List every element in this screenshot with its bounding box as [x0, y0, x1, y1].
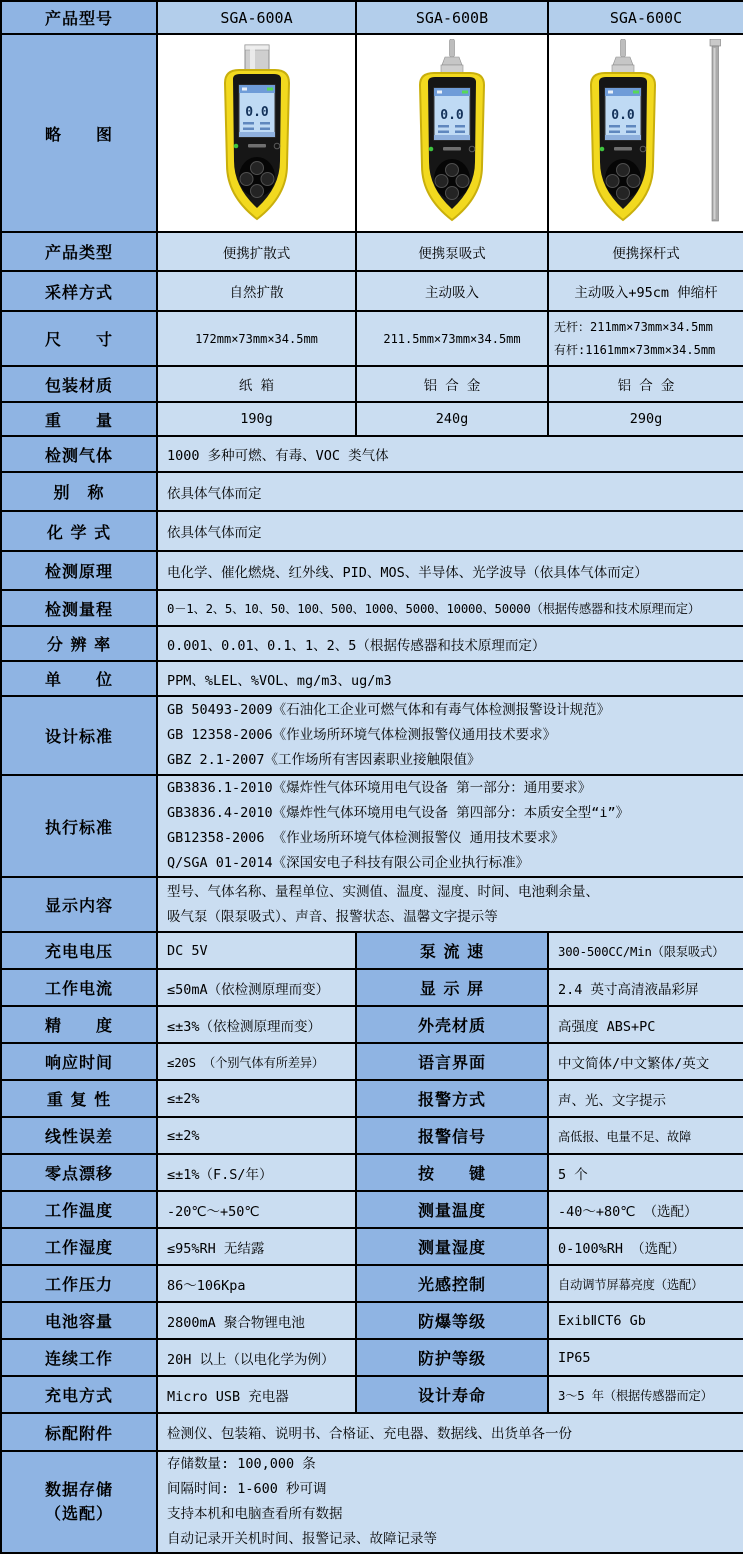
spec-value: 声、光、文字提示	[548, 1080, 743, 1117]
spec-value	[157, 1451, 743, 1553]
spec-value-line: 自动记录开关机时间、报警记录、故障记录等	[167, 1531, 437, 1547]
spec-value: Micro USB 充电器	[157, 1376, 356, 1413]
spec-value-line: 间隔时间: 1-600 秒可调	[167, 1481, 327, 1497]
device-screen-value: 0.0	[440, 108, 464, 123]
spec-label: 测量温度	[356, 1191, 548, 1228]
spec-value: 2.4 英寸高清液晶彩屏	[548, 969, 743, 1006]
spec-label: 执行标准	[1, 775, 157, 877]
spec-label: 工作压力	[1, 1265, 157, 1302]
row-sampling-method	[1, 271, 743, 311]
spec-label: 产品类型	[1, 232, 157, 271]
spec-pair-row	[1, 1043, 743, 1080]
row-chemical-formula	[1, 511, 743, 551]
spec-pair-row	[1, 1006, 743, 1043]
spec-value: 211.5mm×73mm×34.5mm	[356, 311, 548, 366]
row-execution-standard	[1, 775, 743, 877]
spec-value-line: GB 50493-2009《石油化工企业可燃气体和有毒气体检测报警设计规范》	[167, 702, 611, 718]
spec-label: 电池容量	[1, 1302, 157, 1339]
spec-value: PPM、%LEL、%VOL、mg/m3、ug/m3	[157, 661, 743, 696]
spec-label: 设计寿命	[356, 1376, 548, 1413]
spec-value: 纸 箱	[157, 366, 356, 402]
spec-value-line: 存储数量: 100,000 条	[167, 1456, 316, 1472]
row-standard-accessories	[1, 1413, 743, 1451]
spec-value: 20H 以上（以电化学为例）	[157, 1339, 356, 1376]
product-photo-sga-600c	[552, 39, 740, 227]
spec-value-line: GB12358-2006 《作业场所环境气体检测报警仪 通用技术要求》	[167, 830, 565, 846]
spec-value: 高强度 ABS+PC	[548, 1006, 743, 1043]
column-header-model-b: SGA-600B	[356, 1, 548, 34]
spec-label: 工作温度	[1, 1191, 157, 1228]
spec-value: 自然扩散	[157, 271, 356, 311]
spec-value: 3～5 年（根据传感器而定）	[548, 1376, 743, 1413]
row-detection-principle	[1, 551, 743, 590]
row-dimensions	[1, 311, 743, 366]
product-photo-cell-c	[548, 34, 743, 232]
row-weight	[1, 402, 743, 436]
spec-label: 测量湿度	[356, 1228, 548, 1265]
spec-value: ≤±2%	[157, 1080, 356, 1117]
spec-value: -40～+80℃ （选配）	[548, 1191, 743, 1228]
spec-label: 别 称	[1, 472, 157, 511]
spec-label: 检测原理	[1, 551, 157, 590]
spec-value: ≤±2%	[157, 1117, 356, 1154]
spec-label: 防爆等级	[356, 1302, 548, 1339]
spec-value: -20℃～+50℃	[157, 1191, 356, 1228]
spec-label: 报警方式	[356, 1080, 548, 1117]
spec-label: 单 位	[1, 661, 157, 696]
spec-value: 高低报、电量不足、故障	[548, 1117, 743, 1154]
spec-pair-row	[1, 1302, 743, 1339]
pump-probe	[621, 39, 626, 57]
spec-value-line: 吸气泵（限泵吸式）、声音、报警状态、温馨文字提示等	[167, 908, 498, 925]
spec-label: 化 学 式	[1, 511, 157, 551]
spec-value-line: GB3836.1-2010《爆炸性气体环境用电气设备 第一部分：通用要求》	[167, 780, 592, 796]
product-photo-cell-a	[157, 34, 356, 232]
spec-pair-row	[1, 1228, 743, 1265]
product-photo-sga-600b	[367, 39, 537, 227]
row-detect-gas	[1, 436, 743, 472]
spec-label: 检测气体	[1, 436, 157, 472]
spec-value: 电化学、催化燃烧、红外线、PID、MOS、半导体、光学波导（依具体气体而定）	[157, 551, 743, 590]
spec-label: 外壳材质	[356, 1006, 548, 1043]
spec-value: 依具体气体而定	[157, 511, 743, 551]
spec-pair-row	[1, 1117, 743, 1154]
spec-value: 0－1、2、5、10、50、100、500、1000、5000、10000、50000（根据传感器和技术原理而定）	[157, 590, 743, 626]
spec-label: 连续工作	[1, 1339, 157, 1376]
spec-label: 按 键	[356, 1154, 548, 1191]
spec-label: 重 量	[1, 402, 157, 436]
spec-value: 自动调节屏幕亮度（选配）	[548, 1265, 743, 1302]
spec-value-line: 无杆：211mm×73mm×34.5mm	[554, 319, 713, 334]
row-packaging-material	[1, 366, 743, 402]
spec-label: 充电电压	[1, 932, 157, 969]
spec-value: 1000 多种可燃、有毒、VOC 类气体	[157, 436, 743, 472]
row-product-type	[1, 232, 743, 271]
spec-pair-row	[1, 969, 743, 1006]
spec-label: 报警信号	[356, 1117, 548, 1154]
spec-label: 重 复 性	[1, 1080, 157, 1117]
spec-value	[157, 696, 743, 775]
spec-label: 显示内容	[1, 877, 157, 932]
row-display-content	[1, 877, 743, 932]
spec-pair-row	[1, 1191, 743, 1228]
spec-label: 设计标准	[1, 696, 157, 775]
spec-value-line: GB 12358-2006《作业场所环境气体检测报警仪通用技术要求》	[167, 727, 557, 743]
spec-label: 尺 寸	[1, 311, 157, 366]
spec-value: 0.001、0.01、0.1、1、2、5（根据传感器和技术原理而定）	[157, 626, 743, 661]
spec-value: 主动吸入	[356, 271, 548, 311]
spec-value: 主动吸入+95cm 伸缩杆	[548, 271, 743, 311]
spec-pair-row	[1, 1265, 743, 1302]
spec-value-line: GB3836.4-2010《爆炸性气体环境用电气设备 第四部分：本质安全型“i”》	[167, 805, 630, 821]
spec-value	[548, 311, 743, 366]
pump-probe	[450, 39, 455, 57]
spec-value: 190g	[157, 402, 356, 436]
power-led	[233, 144, 238, 149]
spec-value: ExibⅡCT6 Gb	[548, 1302, 743, 1339]
spec-label: 线性误差	[1, 1117, 157, 1154]
spec-label: 精 度	[1, 1006, 157, 1043]
spec-value: ≤95%RH 无结露	[157, 1228, 356, 1265]
spec-value: 5 个	[548, 1154, 743, 1191]
spec-label: 泵 流 速	[356, 932, 548, 969]
spec-pair-row	[1, 1154, 743, 1191]
device-screen-value: 0.0	[611, 108, 635, 123]
product-photo-cell-b	[356, 34, 548, 232]
spec-value-line: 有杆:1161mm×73mm×34.5mm	[554, 342, 716, 357]
spec-label: 产品型号	[1, 1, 157, 34]
row-detection-range	[1, 590, 743, 626]
spec-label: 响应时间	[1, 1043, 157, 1080]
row-data-storage	[1, 1451, 743, 1553]
row-alias	[1, 472, 743, 511]
spec-value: ≤±1%（F.S/年）	[157, 1154, 356, 1191]
brand-mark	[248, 144, 266, 148]
spec-value-line: 支持本机和电脑查看所有数据	[167, 1506, 343, 1522]
spec-value-line: Q/SGA 01-2014《深国安电子科技有限公司企业执行标准》	[167, 855, 530, 871]
spec-value: IP65	[548, 1339, 743, 1376]
spec-value	[157, 877, 743, 932]
spec-value: 0-100%RH （选配）	[548, 1228, 743, 1265]
spec-value: 300-500CC/Min（限泵吸式）	[548, 932, 743, 969]
spec-value: 290g	[548, 402, 743, 436]
spec-value: 中文简体/中文繁体/英文	[548, 1043, 743, 1080]
spec-pair-row	[1, 1376, 743, 1413]
spec-label: 语言界面	[356, 1043, 548, 1080]
spec-label-line: （选配）	[44, 1504, 113, 1523]
spec-label: 防护等级	[356, 1339, 548, 1376]
device-screen-value: 0.0	[244, 105, 269, 120]
spec-value: 2800mA 聚合物锂电池	[157, 1302, 356, 1339]
spec-label-line: 数据存储	[44, 1480, 113, 1499]
spec-value: ≤50mA（依检测原理而变）	[157, 969, 356, 1006]
power-led	[429, 147, 434, 152]
spec-value	[157, 775, 743, 877]
spec-value: ≤±3%（依检测原理而变）	[157, 1006, 356, 1043]
spec-label: 略 图	[1, 34, 157, 232]
brand-mark	[614, 147, 632, 151]
spec-value: ≤20S （个别气体有所差异）	[157, 1043, 356, 1080]
column-header-model-c: SGA-600C	[548, 1, 743, 34]
spec-label: 工作湿度	[1, 1228, 157, 1265]
row-design-standard	[1, 696, 743, 775]
spec-value: 172mm×73mm×34.5mm	[157, 311, 356, 366]
spec-label: 检测量程	[1, 590, 157, 626]
spec-label: 采样方式	[1, 271, 157, 311]
spec-label: 显 示 屏	[356, 969, 548, 1006]
spec-label	[1, 1451, 157, 1553]
spec-label: 包装材质	[1, 366, 157, 402]
column-header-model-a: SGA-600A	[157, 1, 356, 34]
row-product-model	[1, 1, 743, 34]
spec-pair-row	[1, 1080, 743, 1117]
power-led	[600, 147, 605, 152]
spec-pair-row	[1, 1339, 743, 1376]
row-sketch	[1, 34, 743, 232]
spec-label: 工作电流	[1, 969, 157, 1006]
spec-label: 零点漂移	[1, 1154, 157, 1191]
spec-label: 标配附件	[1, 1413, 157, 1451]
spec-pair-row	[1, 932, 743, 969]
spec-value-line: GBZ 2.1-2007《工作场所有害因素职业接触限值》	[167, 752, 481, 768]
spec-value: 便携泵吸式	[356, 232, 548, 271]
spec-value: 依具体气体而定	[157, 472, 743, 511]
spec-value: 86～106Kpa	[157, 1265, 356, 1302]
spec-value: 便携扩散式	[157, 232, 356, 271]
spec-value: 铝 合 金	[548, 366, 743, 402]
spec-label: 充电方式	[1, 1376, 157, 1413]
spec-value: DC 5V	[157, 932, 356, 969]
spec-label: 分 辨 率	[1, 626, 157, 661]
row-resolution	[1, 626, 743, 661]
telescopic-rod-tip	[710, 39, 721, 46]
spec-value-line: 型号、气体名称、量程单位、实测值、温度、湿度、时间、电池剩余量、	[167, 883, 599, 900]
spec-value: 检测仪、包装箱、说明书、合格证、充电器、数据线、出货单各一份	[157, 1413, 743, 1451]
spec-value: 便携探杆式	[548, 232, 743, 271]
product-photo-sga-600a	[172, 39, 342, 227]
row-unit	[1, 661, 743, 696]
spec-value: 铝 合 金	[356, 366, 548, 402]
brand-mark	[443, 147, 461, 151]
spec-label: 光感控制	[356, 1265, 548, 1302]
spec-value: 240g	[356, 402, 548, 436]
